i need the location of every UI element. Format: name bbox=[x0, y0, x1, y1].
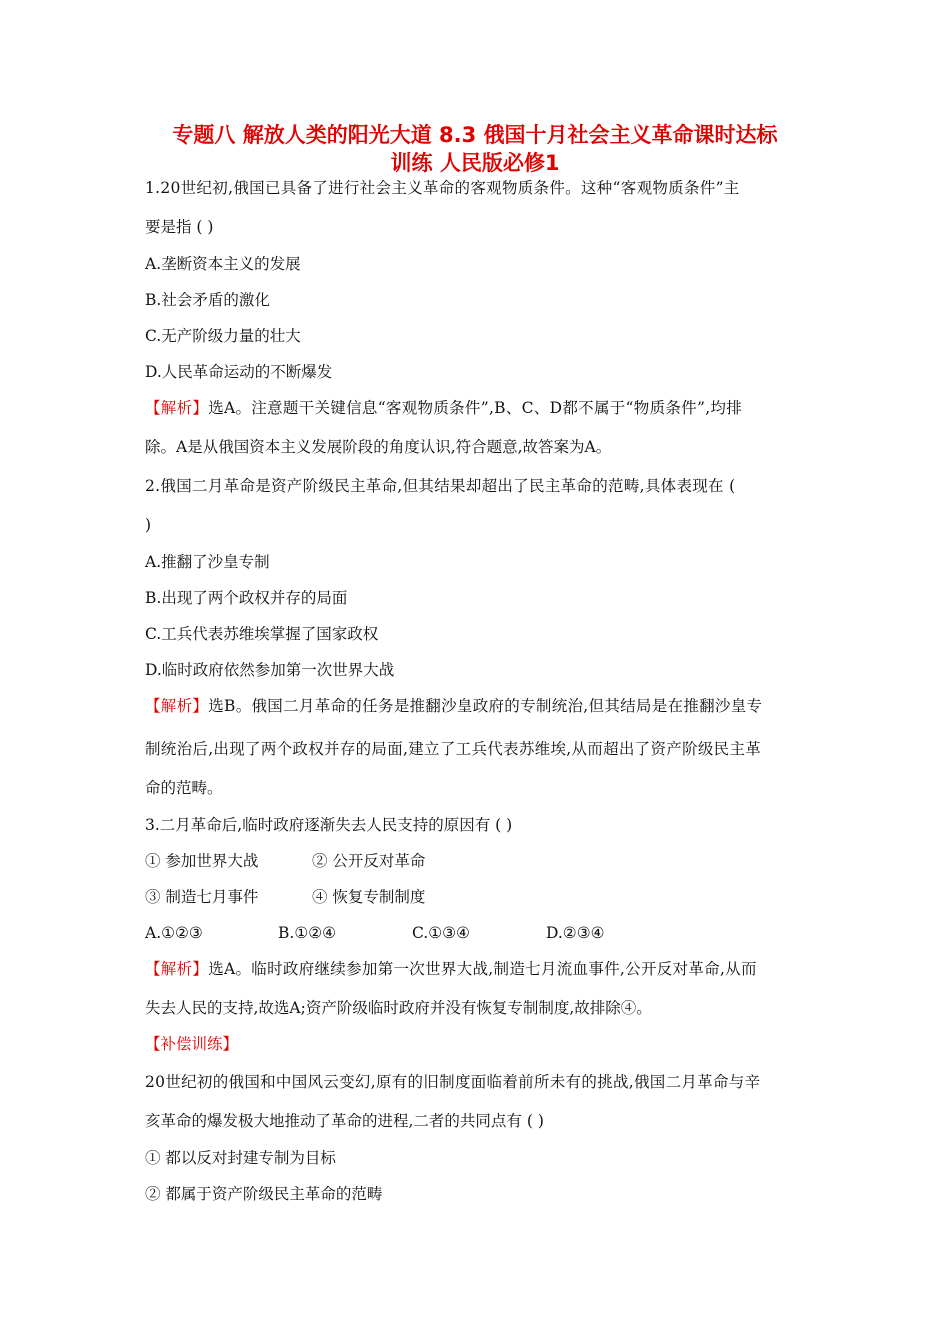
q2-analysis-tag: 【解析】 bbox=[145, 697, 209, 715]
q3-item-3: ③ 制造七月事件 bbox=[145, 888, 259, 906]
q3-option-a: A.①②③ bbox=[145, 924, 203, 942]
q2-option-a: A.推翻了沙皇专制 bbox=[145, 553, 270, 571]
q1-analysis-line-2: 除。A是从俄国资本主义发展阶段的角度认识,符合题意,故答案为A。 bbox=[145, 438, 612, 456]
q3-item-4: ④ 恢复专制制度 bbox=[312, 888, 426, 906]
q3-item-2: ② 公开反对革命 bbox=[312, 852, 426, 870]
q3-option-d: D.②③④ bbox=[546, 924, 605, 942]
document-title-line-1: 专题八 解放人类的阳光大道 8.3 俄国十月社会主义革命课时达标 bbox=[172, 123, 778, 147]
supplement-tag: 【补偿训练】 bbox=[145, 1035, 239, 1053]
q1-option-a: A.垄断资本主义的发展 bbox=[145, 255, 301, 273]
q3-stem: 3.二月革命后,临时政府逐渐失去人民支持的原因有 ( ) bbox=[145, 816, 513, 834]
q3-option-b: B.①②④ bbox=[278, 924, 337, 942]
q1-stem-line-2: 要是指 ( ) bbox=[145, 218, 214, 236]
q1-stem-line-1: 1.20世纪初,俄国已具备了进行社会主义革命的客观物质条件。这种“客观物质条件”主 bbox=[145, 179, 740, 197]
supplement-item-2: ② 都属于资产阶级民主革命的范畴 bbox=[145, 1185, 383, 1203]
q2-stem-line-1: 2.俄国二月革命是资产阶级民主革命,但其结果却超出了民主革命的范畴,具体表现在 ( bbox=[145, 477, 736, 495]
supplement-stem-line-2: 亥革命的爆发极大地推动了革命的进程,二者的共同点有 ( ) bbox=[145, 1112, 544, 1130]
q1-option-c: C.无产阶级力量的壮大 bbox=[145, 327, 301, 345]
q3-analysis-line-1 bbox=[145, 959, 757, 979]
q2-option-d: D.临时政府依然参加第一次世界大战 bbox=[145, 661, 395, 679]
q2-option-b: B.出现了两个政权并存的局面 bbox=[145, 589, 348, 607]
q1-analysis-tag: 【解析】 bbox=[145, 399, 209, 417]
q2-analysis-line-2: 制统治后,出现了两个政权并存的局面,建立了工兵代表苏维埃,从而超出了资产阶级民主革 bbox=[145, 740, 762, 758]
q2-analysis-text: 选B。俄国二月革命的任务是推翻沙皇政府的专制统治,但其结局是在推翻沙皇专 bbox=[208, 697, 763, 715]
q3-analysis-tag: 【解析】 bbox=[145, 960, 209, 978]
q2-analysis-line-1 bbox=[145, 696, 762, 716]
q3-analysis-text: 选A。临时政府继续参加第一次世界大战,制造七月流血事件,公开反对革命,从而 bbox=[208, 960, 757, 978]
q2-analysis-line-3: 命的范畴。 bbox=[145, 779, 223, 797]
q2-option-c: C.工兵代表苏维埃掌握了国家政权 bbox=[145, 625, 379, 643]
q1-analysis-line-1 bbox=[145, 398, 742, 418]
q3-item-1: ① 参加世界大战 bbox=[145, 852, 259, 870]
supplement-stem-line-1: 20世纪初的俄国和中国风云变幻,原有的旧制度面临着前所未有的挑战,俄国二月革命与辛 bbox=[145, 1073, 761, 1091]
supplement-item-1: ① 都以反对封建专制为目标 bbox=[145, 1149, 336, 1167]
q3-option-c: C.①③④ bbox=[412, 924, 470, 942]
document-title-line-2: 训练 人民版必修1 bbox=[390, 151, 560, 175]
q3-analysis-line-2: 失去人民的支持,故选A;资产阶级临时政府并没有恢复专制制度,故排除④。 bbox=[145, 999, 652, 1017]
q1-option-d: D.人民革命运动的不断爆发 bbox=[145, 363, 333, 381]
q1-analysis-text: 选A。注意题干关键信息“客观物质条件”,B、C、D都不属于“物质条件”,均排 bbox=[208, 399, 743, 417]
q2-stem-line-2: ) bbox=[145, 516, 152, 534]
q1-option-b: B.社会矛盾的激化 bbox=[145, 291, 270, 309]
